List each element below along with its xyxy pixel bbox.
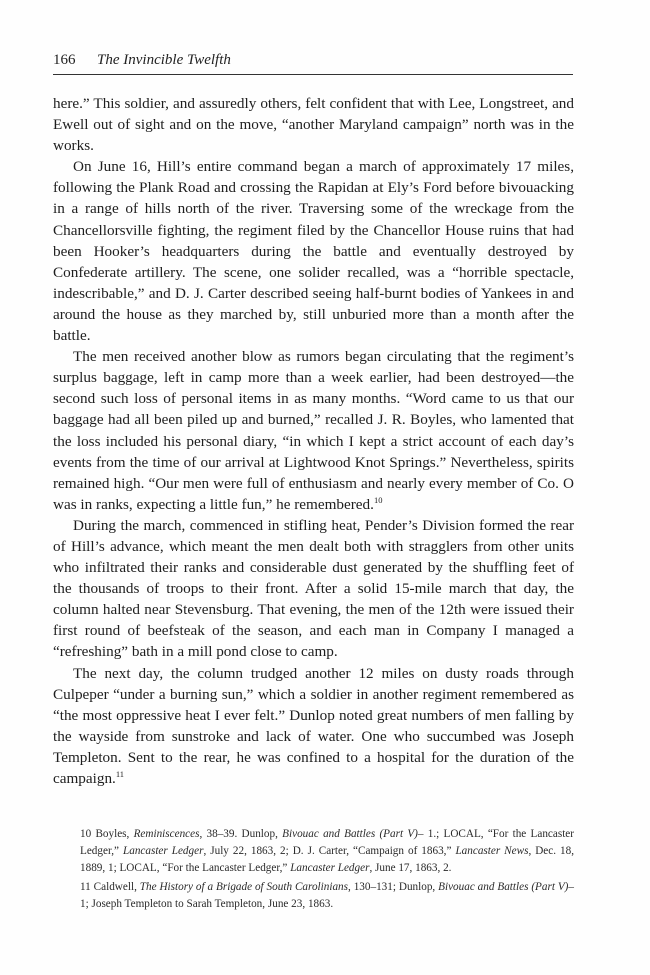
paragraph: During the march, commenced in stifling heat, Pender’s Division formed the rear of Hill’s advance, which meant the men dealt both with stragglers from other units who infiltrated their ranks and considerable dust generated by the shuffling feet of the thousands of troops to their front. After a solid 15-mile march that day, the column halted near Stevensburg. That evening, the men of the 12th were issued their first round of beefsteak of the season, and each man in Company I managed a “refreshing” bath in a mill pond close to camp.	[53, 516, 574, 661]
footnote-title: Lancaster Ledger	[123, 845, 204, 857]
footnote-title: Lancaster Ledger	[290, 862, 370, 874]
footnote-title: Bivouac and Battles (Part V)	[282, 828, 418, 840]
footnote-ref: 10	[373, 494, 383, 505]
footnote-text: , June 17, 1863, 2.	[369, 862, 452, 874]
paragraph	[53, 346, 574, 515]
paragraph	[53, 663, 574, 790]
footnote-text: Caldwell,	[90, 881, 140, 893]
paragraph: here.” This soldier, and assuredly others, felt confident that with Lee, Longstreet, and Ewell out of sight and on the move, “another Maryland campaign” north was in the works.	[53, 95, 574, 155]
footnote-text: , Dec. 18, 1889, 1; LOCAL, “For the Lancaster Ledger,”	[80, 845, 575, 874]
footnote-text: , 38–39. Dunlop,	[199, 828, 283, 840]
paragraph: On June 16, Hill’s entire command began a march of approximately 17 miles, following the Plank Road and crossing the Rapidan at Ely’s Ford before bivouacking in a range of hills north of the river. Traversing some of the wreckage from the Chancellorsville fighting, the regiment filed by the Chancellor House ruins that had been Hooker’s headquarters during the battle and eventually destroyed by Confederate artillery. The scene, one solider recalled, was a “horrible spectacle, indescribable,” and D. J. Carter described seeing half-burnt bodies of Yankees in and around the house as they marched by, still unburied more than a month after the battle.	[53, 158, 574, 345]
paragraph-text: The men received another blow as rumors began circulating that the regiment’s surplus baggage, left in camp more than a week earlier, had been destroyed—the second such loss of personal items in as many months. “Word came to us that our baggage had all been piled up and burned,” recalled J. R. Boyles, who lamented that the loss included his personal diary, “in which I kept a strict account of each day’s events from the time of our arrival at Lightwood Knot Springs.” Nevertheless, spirits remained high. “Our men were full of enthusiasm and nearly every member of Co. O was in ranks, expecting a little fun,” he remembered.	[53, 348, 574, 513]
footnote-text: – 1.; LOCAL, “For the Lancaster Ledger,”	[80, 828, 574, 857]
footnote-number: 10	[80, 828, 92, 840]
page-number: 166	[53, 52, 76, 68]
running-header	[53, 52, 573, 75]
footnote-number: 11	[80, 881, 91, 893]
footnote-text: Boyles,	[91, 828, 134, 840]
footnote-title: Reminiscences	[133, 828, 200, 840]
footnote-title: The History of a Brigade of South Carolinians	[139, 881, 348, 893]
footnote-text: – 1; Joseph Templeton to Sarah Templeton, June 23, 1863.	[80, 881, 574, 910]
body-text	[53, 93, 574, 789]
footnote-title: Bivouac and Battles (Part V)	[438, 881, 569, 893]
footnote-text: , July 22, 1863, 2; D. J. Carter, “Campaign of 1863,”	[203, 845, 456, 857]
footnote-11	[80, 879, 574, 913]
footnote-10	[80, 826, 574, 877]
footnotes	[80, 826, 574, 915]
footnote-text: , 130–131; Dunlop,	[348, 881, 439, 893]
footnote-ref: 11	[115, 768, 125, 779]
paragraph-text: The next day, the column trudged another 12 miles on dusty roads through Culpeper “under a burning sun,” which a soldier in another regiment remembered as “the most oppressive heat I ever felt.” Dunlop noted great numbers of men falling by the wayside from sunstroke and lack of water. One who succumbed was Joseph Templeton. Sent to the rear, he was confined to a hospital for the duration of the campaign.	[53, 664, 574, 787]
footnote-title: Lancaster News	[455, 845, 529, 857]
running-title: The Invincible Twelfth	[97, 52, 231, 68]
